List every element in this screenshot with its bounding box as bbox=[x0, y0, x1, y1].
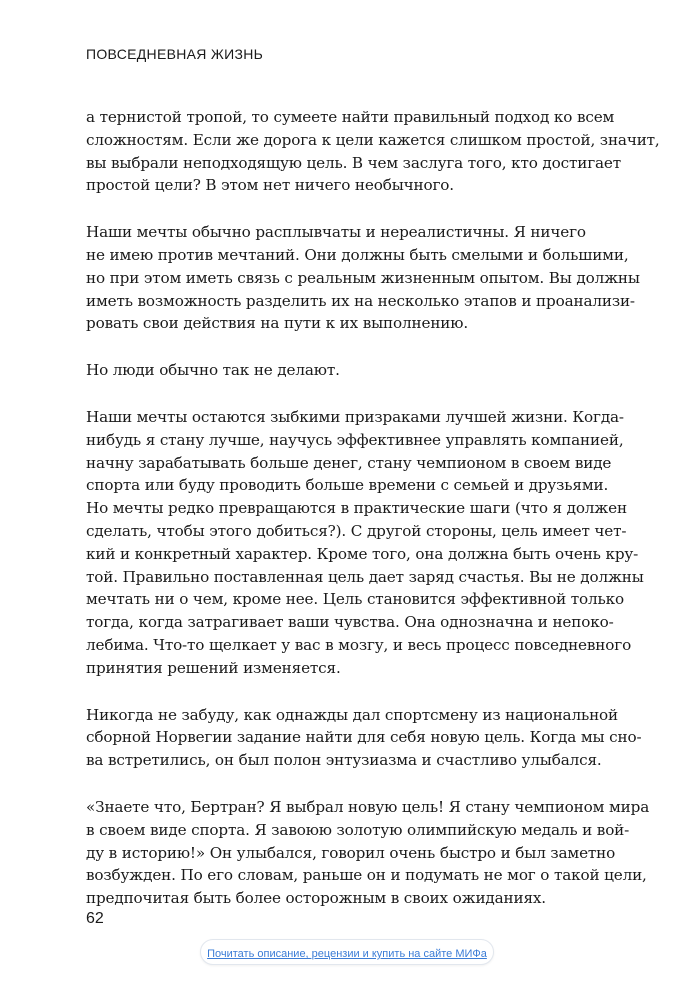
text-line: иметь возможность разделить их на несколько этапов и проанализи- bbox=[86, 291, 635, 310]
text-line: ва встретились, он был полон энтузиазма и счастливо улыбался. bbox=[86, 751, 602, 770]
text-line: простой цели? В этом нет ничего необычного. bbox=[86, 176, 454, 195]
text-line: Наши мечты обычно расплывчаты и нереалистичны. Я ничего bbox=[86, 223, 586, 242]
text-line: мечтать ни о чем, кроме нее. Цель становится эффективной только bbox=[86, 590, 624, 609]
text-line: Наши мечты остаются зыбкими призраками лучшей жизни. Когда- bbox=[86, 407, 624, 426]
paragraph bbox=[86, 796, 650, 910]
text-line: «Знаете что, Бертран? Я выбрал новую цель! Я стану чемпионом мира bbox=[86, 797, 650, 816]
text-line: а тернистой тропой, то сумеете найти правильный подход ко всем bbox=[86, 108, 615, 126]
text-line: не имею против мечтаний. Они должны быть смелыми и большими, bbox=[86, 245, 629, 264]
text-line: Но люди обычно так не делают. bbox=[86, 361, 340, 380]
text-line: кий и конкретный характер. Кроме того, она должна быть очень кру- bbox=[86, 544, 639, 563]
promo-banner bbox=[200, 939, 494, 965]
text-line: нибудь я стану лучше, научусь эффективнее управлять компанией, bbox=[86, 430, 624, 449]
text-line: лебима. Что-то щелкает у вас в мозгу, и весь процесс повседневного bbox=[86, 635, 632, 654]
text-line: спорта или буду проводить больше времени с семьей и друзьями. bbox=[86, 476, 609, 495]
text-line: ду в историю!» Он улыбался, говорил очень быстро и был заметно bbox=[86, 843, 616, 862]
text-line: но при этом иметь связь с реальным жизненным опытом. Вы должны bbox=[86, 268, 640, 287]
promo-link[interactable]: Почитать описание, рецензии и купить на сайте МИФа bbox=[207, 948, 487, 960]
text-line: вы выбрали неподходящую цель. В чем заслуга того, кто достигает bbox=[86, 153, 621, 172]
running-title: ПОВСЕДНЕВНАЯ ЖИЗНЬ bbox=[86, 46, 264, 62]
paragraph bbox=[86, 406, 644, 680]
paragraph bbox=[86, 704, 642, 772]
page-number: 62 bbox=[86, 910, 104, 927]
text-line: предпочитая быть более осторожным в своих ожиданиях. bbox=[86, 889, 546, 908]
text-line: Никогда не забуду, как однажды дал спортсмену из национальной bbox=[86, 705, 619, 724]
text-line: сложностям. Если же дорога к цели кажется слишком простой, значит, bbox=[86, 130, 660, 149]
text-line: сделать, чтобы этого добиться?). С другой стороны, цель имеет чет- bbox=[86, 521, 627, 540]
text-line: принятия решений изменяется. bbox=[86, 658, 341, 677]
text-line: той. Правильно поставленная цель дает заряд счастья. Вы не должны bbox=[86, 567, 644, 586]
text-line: в своем виде спорта. Я завоюю золотую олимпийскую медаль и вой- bbox=[86, 820, 630, 839]
text-line: ровать свои действия на пути к их выполнению. bbox=[86, 314, 469, 333]
text-line: сборной Норвегии задание найти для себя новую цель. Когда мы сно- bbox=[86, 728, 642, 747]
text-line: тогда, когда затрагивает ваши чувства. Она однозначна и непоко- bbox=[86, 613, 614, 632]
paragraph bbox=[86, 221, 640, 335]
text-line: возбужден. По его словам, раньше он и подумать не мог о такой цели, bbox=[86, 866, 647, 885]
paragraph bbox=[86, 359, 616, 382]
body-text bbox=[86, 106, 660, 934]
paragraph bbox=[86, 106, 660, 197]
text-line: начну зарабатывать больше денег, стану чемпионом в своем виде bbox=[86, 453, 612, 472]
text-line: Но мечты редко превращаются в практические шаги (что я должен bbox=[86, 499, 627, 518]
